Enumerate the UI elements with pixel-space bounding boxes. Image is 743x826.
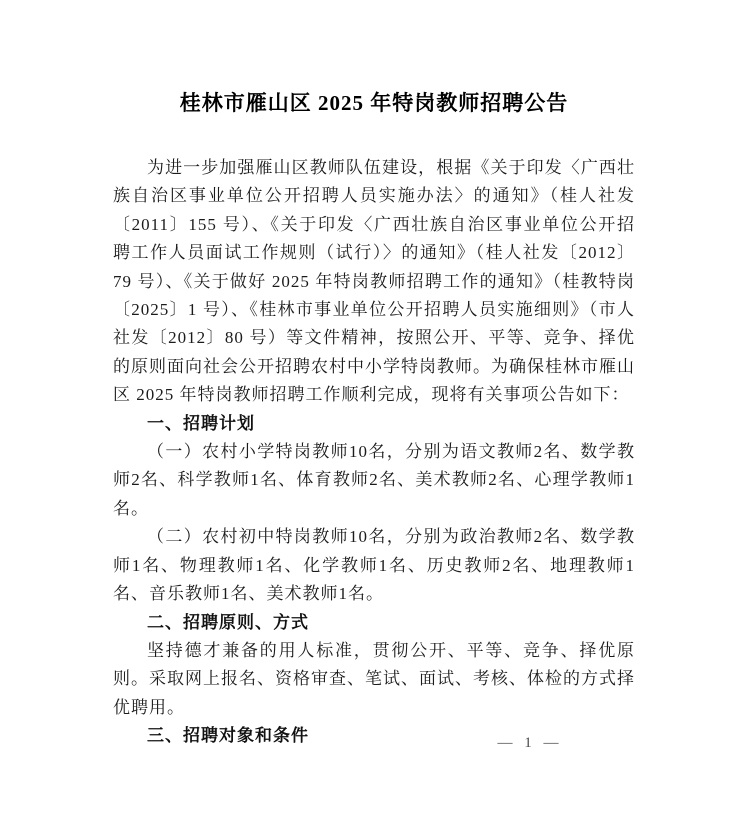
document-body xyxy=(113,154,635,751)
page-title: 桂林市雁山区 2025 年特岗教师招聘公告 xyxy=(179,91,569,115)
heading-section-2-principles: 二、招聘原则、方式 xyxy=(147,612,309,632)
paragraph-middle-school-positions: （二）农村初中特岗教师10名，分别为政治教师2名、数学教师1名、物理教师1名、化学教师1名、历史教师2名、地理教师1名、音乐教师1名、美术教师1名。 xyxy=(113,527,635,604)
heading-section-3-eligibility: 三、招聘对象和条件 xyxy=(147,726,309,746)
heading-section-1-recruitment-plan: 一、招聘计划 xyxy=(147,413,255,433)
page-number: — 1 — xyxy=(497,735,563,751)
paragraph-intro-basis: 为进一步加强雁山区教师队伍建设，根据《关于印发〈广西壮族自治区事业单位公开招聘人员实施办法〉的通知》（桂人社发〔2011〕155 号）、《关于印发〈广西壮族自治区事业单位公开招聘工作人员面试工作规则（试行）〉的通知》（桂人社发〔2012〕79 号）、《关于做好 2025 年特岗教师招聘工作的通知》（桂教特岗〔2025〕1 号）、《桂林市事业单位公开招聘人员实施细则》（市人社发〔2012〕80 号）等文件精神，按照公开、平等、竞争、择优的原则面向社会公开招聘农村中小学特岗教师。为确保桂林市雁山区 2025 年特岗教师招聘工作顺利完成，现将有关事项公告如下： xyxy=(113,158,635,405)
paragraph-principles-method: 坚持德才兼备的用人标准，贯彻公开、平等、竞争、择优原则。采取网上报名、资格审查、笔试、面试、考核、体检的方式择优聘用。 xyxy=(113,640,635,717)
paragraph-primary-school-positions: （一）农村小学特岗教师10名，分别为语文教师2名、数学教师2名、科学教师1名、体育教师2名、美术教师2名、心理学教师1名。 xyxy=(113,442,635,518)
